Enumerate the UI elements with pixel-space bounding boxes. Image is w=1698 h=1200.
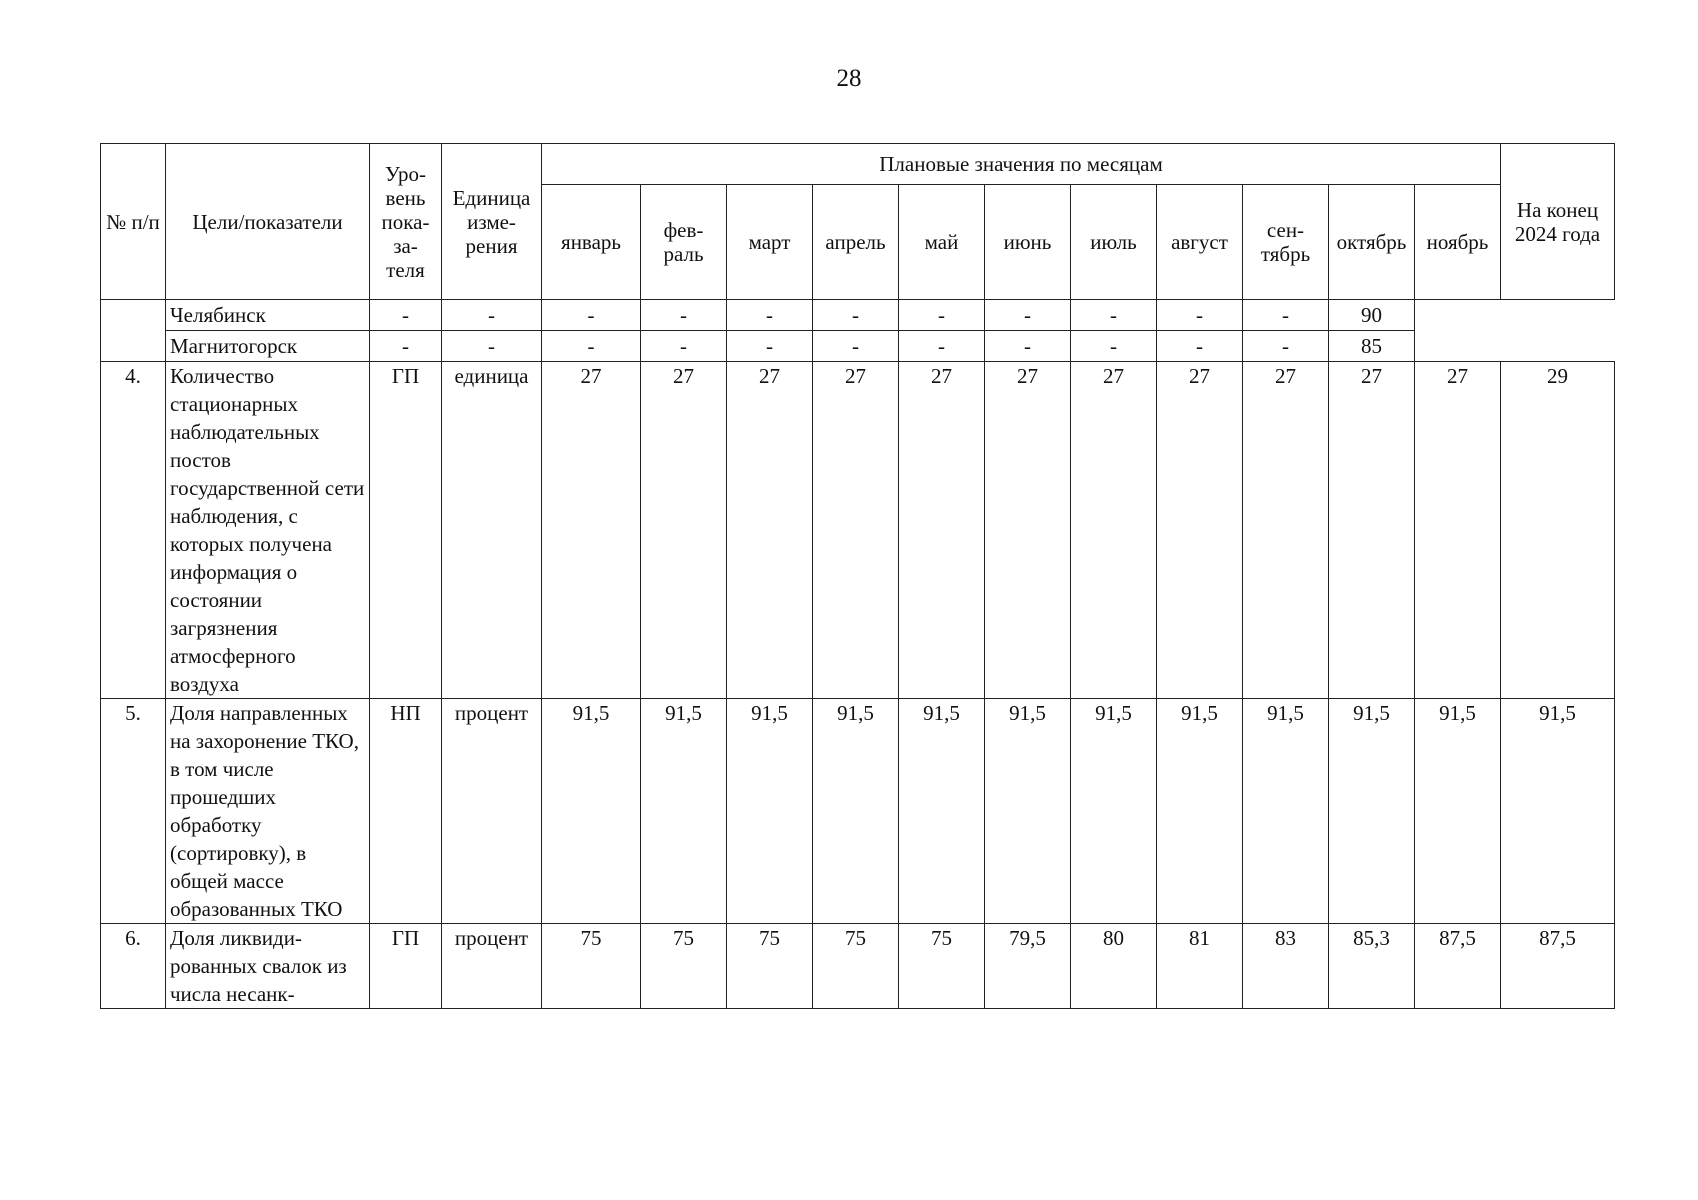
- month-value: -: [1157, 331, 1243, 362]
- month-value: -: [1157, 300, 1243, 331]
- month-value: -: [542, 331, 641, 362]
- year-total: 90: [1329, 300, 1415, 331]
- header-month: апрель: [813, 185, 899, 300]
- city-name: Магнитогорск: [166, 331, 370, 362]
- header-month: март: [727, 185, 813, 300]
- month-value: 81: [1157, 924, 1243, 1009]
- month-value: -: [542, 300, 641, 331]
- year-total: 29: [1501, 362, 1615, 699]
- table-body: [101, 300, 1615, 1009]
- table-row: [101, 699, 1615, 924]
- month-value: 27: [542, 362, 641, 699]
- month-value: 27: [1071, 362, 1157, 699]
- month-value: -: [899, 331, 985, 362]
- indicator-unit: процент: [442, 699, 542, 924]
- month-value: 91,5: [985, 699, 1071, 924]
- month-value: -: [1071, 331, 1157, 362]
- month-value: 91,5: [813, 699, 899, 924]
- header-month: ноябрь: [1415, 185, 1501, 300]
- indicator-name: Количество стационарных наблюдательных постов государственной сети наблюдения, с которых получена информация о состоянии загрязнения атмосферного воздуха: [166, 362, 370, 699]
- header-level: Уро- вень пока- за- теля: [370, 144, 442, 300]
- month-value: 75: [727, 924, 813, 1009]
- month-value: -: [370, 331, 442, 362]
- month-value: 80: [1071, 924, 1157, 1009]
- month-value: 27: [1329, 362, 1415, 699]
- header-row-1: [101, 144, 1615, 185]
- month-value: 27: [1415, 362, 1501, 699]
- header-month: октябрь: [1329, 185, 1415, 300]
- month-value: -: [899, 300, 985, 331]
- month-value: -: [1071, 300, 1157, 331]
- month-value: 83: [1243, 924, 1329, 1009]
- month-value: 91,5: [1329, 699, 1415, 924]
- header-total: На конец 2024 года: [1501, 144, 1615, 300]
- header-months-title: Плановые значения по месяцам: [542, 144, 1501, 185]
- indicator-name: Доля направленных на захоронение ТКО, в том числе прошедших обработку (сортировку), в общей массе образованных ТКО: [166, 699, 370, 924]
- year-total: 85: [1329, 331, 1415, 362]
- month-value: -: [1243, 300, 1329, 331]
- indicator-unit: процент: [442, 924, 542, 1009]
- header-unit: Единица изме- рения: [442, 144, 542, 300]
- month-value: 87,5: [1415, 924, 1501, 1009]
- city-name: Челябинск: [166, 300, 370, 331]
- month-value: -: [641, 300, 727, 331]
- header-month: январь: [542, 185, 641, 300]
- month-value: 75: [813, 924, 899, 1009]
- page-number: 28: [836, 65, 862, 92]
- month-value: 75: [899, 924, 985, 1009]
- month-value: -: [985, 300, 1071, 331]
- header-month: май: [899, 185, 985, 300]
- indicator-level: ГП: [370, 362, 442, 699]
- month-value: -: [813, 331, 899, 362]
- month-value: 27: [1157, 362, 1243, 699]
- month-value: 91,5: [1243, 699, 1329, 924]
- table-row-city: [101, 331, 1615, 362]
- table-row-city: [101, 300, 1615, 331]
- month-value: 91,5: [1157, 699, 1243, 924]
- month-value: -: [442, 300, 542, 331]
- month-value: -: [442, 331, 542, 362]
- header-month: сен- тябрь: [1243, 185, 1329, 300]
- indicator-unit: единица: [442, 362, 542, 699]
- month-value: -: [813, 300, 899, 331]
- month-value: 27: [727, 362, 813, 699]
- month-value: -: [727, 331, 813, 362]
- month-value: 91,5: [1415, 699, 1501, 924]
- row-num: 6.: [101, 924, 166, 1009]
- table-row: [101, 362, 1615, 699]
- header-month: июнь: [985, 185, 1071, 300]
- month-value: 75: [542, 924, 641, 1009]
- month-value: 27: [985, 362, 1071, 699]
- month-value: 75: [641, 924, 727, 1009]
- indicator-level: НП: [370, 699, 442, 924]
- row-num: [101, 300, 166, 362]
- month-value: 27: [899, 362, 985, 699]
- header-month: июль: [1071, 185, 1157, 300]
- header-num: № п/п: [101, 144, 166, 300]
- month-value: 91,5: [727, 699, 813, 924]
- month-value: -: [985, 331, 1071, 362]
- month-value: 85,3: [1329, 924, 1415, 1009]
- plan-values-table: [100, 143, 1615, 1009]
- row-num: 4.: [101, 362, 166, 699]
- month-value: -: [370, 300, 442, 331]
- month-value: -: [727, 300, 813, 331]
- month-value: 91,5: [899, 699, 985, 924]
- month-value: 91,5: [641, 699, 727, 924]
- month-value: 91,5: [1071, 699, 1157, 924]
- month-value: 91,5: [542, 699, 641, 924]
- indicator-name: Доля ликвиди-рованных свалок из числа несанк-: [166, 924, 370, 1009]
- header-month: август: [1157, 185, 1243, 300]
- header-goal: Цели/показатели: [166, 144, 370, 300]
- month-value: -: [641, 331, 727, 362]
- month-value: 27: [641, 362, 727, 699]
- year-total: 91,5: [1501, 699, 1615, 924]
- month-value: 79,5: [985, 924, 1071, 1009]
- indicator-level: ГП: [370, 924, 442, 1009]
- row-num: 5.: [101, 699, 166, 924]
- header-month: фев- раль: [641, 185, 727, 300]
- month-value: 27: [813, 362, 899, 699]
- month-value: -: [1243, 331, 1329, 362]
- month-value: 27: [1243, 362, 1329, 699]
- table-row: [101, 924, 1615, 1009]
- year-total: 87,5: [1501, 924, 1615, 1009]
